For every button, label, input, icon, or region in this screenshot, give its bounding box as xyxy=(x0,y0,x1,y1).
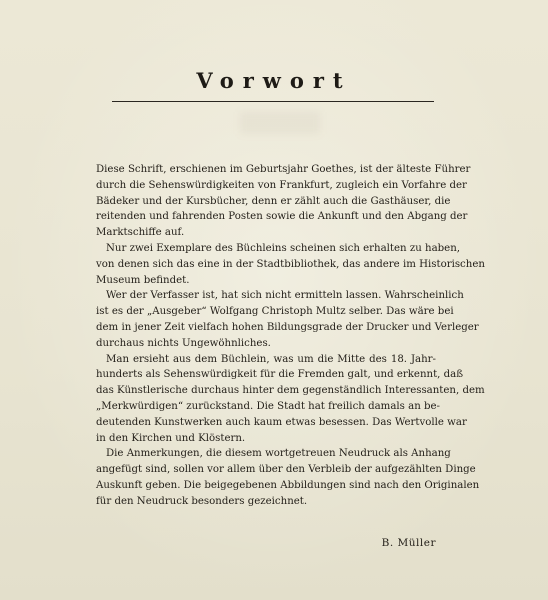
text-line: dem in jener Zeit vielfach hohen Bildungsgrade der Drucker und Verleger xyxy=(96,321,479,333)
author-signature: B. Müller xyxy=(381,537,436,549)
preface-text xyxy=(96,162,485,510)
text-line: Museum befindet. xyxy=(96,274,190,286)
text-line: Marktschiffe auf. xyxy=(96,227,185,239)
text-line: angefügt sind, sollen vor allem über den Verbleib der aufgezählten Dinge xyxy=(96,464,476,476)
page-title: Vorwort xyxy=(196,68,352,93)
text-line: durch die Sehenswürdigkeiten von Frankfurt, zugleich ein Vorfahre der xyxy=(96,179,467,191)
text-line: deutenden Kunstwerken auch kaum etwas besessen. Das Wertvolle war xyxy=(96,416,467,428)
text-line: das Künstlerische durchaus hinter dem gegenständlich Interessanten, dem xyxy=(96,385,485,397)
text-line: reitenden und fahrenden Posten sowie die Ankunft und den Abgang der xyxy=(96,211,468,223)
text-line: Bädeker und der Kursbücher, denn er zählt auch die Gasthäuser, die xyxy=(96,195,451,207)
text-line: Nur zwei Exemplare des Büchleins scheinen sich erhalten zu haben, xyxy=(106,242,460,254)
text-line: in den Kirchen und Klöstern. xyxy=(96,432,246,444)
text-line: Die Anmerkungen, die diesem wortgetreuen Neudruck als Anhang xyxy=(106,448,451,460)
text-line: ist es der „Ausgeber“ Wolfgang Christoph Multz selber. Das wäre bei xyxy=(96,306,454,318)
text-line: für den Neudruck besonders gezeichnet. xyxy=(96,495,308,507)
text-line: Man ersieht aus dem Büchlein, was um die Mitte des 18. Jahr- xyxy=(106,353,436,365)
show-through-ink xyxy=(240,112,320,134)
text-line: Wer der Verfasser ist, hat sich nicht ermitteln lassen. Wahrscheinlich xyxy=(106,290,464,302)
text-line: „Merkwürdigen“ zurückstand. Die Stadt hat freilich damals an be- xyxy=(96,400,440,412)
text-line: von denen sich das eine in der Stadtbibliothek, das andere im Historischen xyxy=(96,258,485,270)
text-line: durchaus nichts Ungewöhnliches. xyxy=(96,337,271,349)
text-line: Auskunft geben. Die beigegebenen Abbildungen sind nach den Originalen xyxy=(96,479,480,491)
title-rule xyxy=(112,101,434,102)
text-line: hunderts als Sehenswürdigkeit für die Fremden galt, und erkennt, daß xyxy=(96,369,464,381)
text-line: Diese Schrift, erschienen im Geburtsjahr Goethes, ist der älteste Führer xyxy=(96,164,471,175)
